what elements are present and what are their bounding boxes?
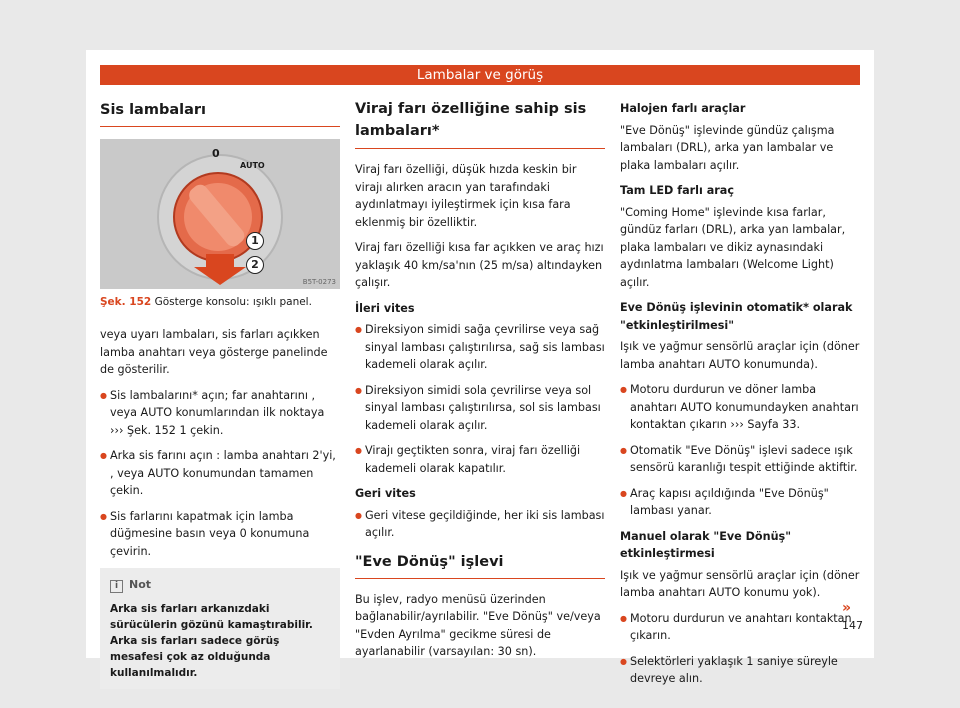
section-title-fog-lights: Sis lambaları	[100, 100, 340, 127]
section-title-coming-home: "Eve Dönüş" işlevi	[355, 552, 605, 579]
bullet-item: ● Arka sis farını açın : lamba anahtarı 2'yi, , veya AUTO konumundan tamamen çekin.	[100, 447, 340, 500]
paragraph: Işık ve yağmur sensörlü araçlar için (döner lamba anahtarı AUTO konumunda).	[620, 340, 860, 371]
subheading-led: Tam LED farlı araç	[620, 184, 734, 197]
note-heading	[110, 578, 330, 593]
figure-label: Şek. 152	[100, 296, 152, 308]
page-number: 147	[842, 619, 863, 632]
subheading-reverse-gear: Geri vites	[355, 487, 416, 500]
bullet-item: ● Direksiyon simidi sağa çevrilirse veya sağ sinyal lambası çalıştırılırsa, sağ sis lambası kademeli olarak açılır.	[355, 321, 605, 374]
subheading-manual-activation: Manuel olarak "Eve Dönüş" etkinleştirmesi	[620, 529, 792, 560]
figure-caption-text: Gösterge konsolu: ışıklı panel.	[154, 296, 312, 308]
bullet-item: ● Sis farlarını kapatmak için lamba düğmesine basın veya 0 konumuna çevirin.	[100, 508, 340, 561]
info-icon: i	[110, 580, 123, 593]
light-switch-illustration	[100, 139, 340, 289]
paragraph: Viraj farı özelliği, düşük hızda keskin bir virajı alırken aracın yan tarafındaki aydınlatmayı iyileştirmek için kısa fara eklenmiş bir özelliktir.	[355, 163, 577, 229]
figure-light-switch	[100, 139, 340, 289]
bullet-item: ● Direksiyon simidi sola çevrilirse veya sol sinyal lambası çalıştırılırsa, sol sis lambası kademeli olarak açılır.	[355, 382, 605, 435]
bullet-item: ● Motoru durdurun ve anahtarı kontaktan çıkarın.	[620, 610, 860, 645]
note-title: Not	[129, 578, 152, 591]
paragraph: Viraj farı özelliği kısa far açıkken ve araç hızı yaklaşık 40 km/sa'nın (25 m/sa) altındayken çalışır.	[355, 241, 604, 289]
chapter-header: Lambalar ve görüş	[100, 65, 860, 85]
bullet-item: ● Selektörleri yaklaşık 1 saniye süreyle devreye alın.	[620, 653, 860, 688]
bullet-item: ● Otomatik "Eve Dönüş" işlevi sadece ışık sensörü karanlığı tespit ettiğinde aktiftir.	[620, 442, 860, 477]
column-coming-home	[620, 100, 860, 696]
paragraph: Bu işlev, radyo menüsü üzerinden bağlanabilir/ayrılabilir. "Eve Dönüş" ve/veya "Evden Ayrılma" gecikme süresi de ayarlanabilir (varsayılan: 30 sn).	[355, 592, 601, 658]
column-cornering-lights	[355, 100, 605, 669]
column-fog-lights	[100, 100, 340, 689]
paragraph: veya uyarı lambaları, sis farları açıkken lamba anahtarı veya gösterge panelinde de gösterilir.	[100, 328, 328, 376]
figure-marker-2: 2	[246, 256, 264, 274]
note-box	[100, 568, 340, 689]
figure-caption	[100, 295, 340, 310]
figure-marker-1: 1	[246, 232, 264, 250]
bullet-item: ● Araç kapısı açıldığında "Eve Dönüş" lambası yanar.	[620, 485, 860, 520]
subheading-auto-activation: Eve Dönüş işlevinin otomatik* olarak "etkinleştirilmesi"	[620, 301, 853, 332]
dial-auto-label: AUTO	[240, 161, 265, 170]
continue-marker: »	[842, 600, 852, 616]
section-title-cornering: Viraj farı özelliğine sahip sis lambaları*	[355, 98, 605, 149]
bullet-item: ● Virajı geçtikten sonra, viraj farı özelliği kademeli olarak kapatılır.	[355, 442, 605, 477]
bullet-item: ● Geri vitese geçildiğinde, her iki sis lambası açılır.	[355, 507, 605, 542]
paragraph: Işık ve yağmur sensörlü araçlar için (döner lamba anahtarı AUTO konumu yok).	[620, 568, 860, 599]
subheading-halogen: Halojen farlı araçlar	[620, 102, 746, 115]
paragraph: "Eve Dönüş" işlevinde gündüz çalışma lambaları (DRL), arka yan lambalar ve plaka lambaları açılır.	[620, 123, 835, 172]
paragraph: "Coming Home" işlevinde kısa farlar, gündüz farları (DRL), arka yan lambalar, plaka lambaları ve dikiz aynasındaki aydınlatma lambaları (Welcome Light) açılır.	[620, 205, 846, 289]
bullet-item: ● Sis lambalarını* açın; far anahtarını , veya AUTO konumlarından ilk noktaya ››› Şek. 152 1 çekin.	[100, 387, 340, 440]
figure-code: B5T-0273	[302, 278, 336, 286]
subheading-forward-gear: İleri vites	[355, 301, 415, 315]
bullet-item: ● Motoru durdurun ve döner lamba anahtarı AUTO konumundayken anahtarı kontaktan çıkarın ››› Sayfa 33.	[620, 381, 860, 434]
note-body: Arka sis farları arkanızdaki sürücülerin gözünü kamaştırabilir. Arka sis farları sadece görüş mesafesi çok az olduğunda kullanılmalıdır.	[110, 603, 313, 679]
dial-zero-label: 0	[212, 147, 220, 160]
